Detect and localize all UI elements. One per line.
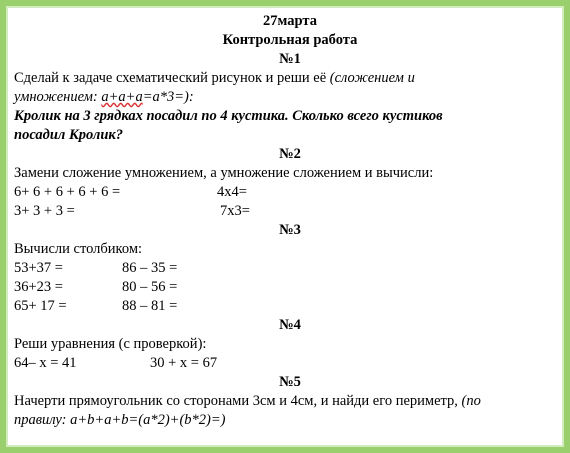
task-3-row-3-right: 88 – 81 = <box>122 298 178 314</box>
task-3-row-2-right: 80 – 56 = <box>122 279 178 295</box>
task-5-instruction-line-2: правилу: а+b+а+b=(а*2)+(b*2)=) <box>14 412 226 428</box>
task-5-instruction-italic: (по <box>461 393 481 409</box>
task-1-number: №1 <box>279 51 301 67</box>
task-1-hint-prefix: умножением: <box>14 89 102 105</box>
task-5-instruction-line-1 <box>14 392 566 411</box>
task-4-number: №4 <box>279 317 301 333</box>
date-heading: 27марта <box>263 13 317 29</box>
task-1-instruction-line-1 <box>14 69 566 88</box>
task-2-row-1-right: 4х4= <box>217 184 247 200</box>
task-4-equation-1: 64– х = 41 <box>14 355 77 371</box>
task-2-row-2-left: 3+ 3 + 3 = <box>14 203 75 219</box>
task-3-row-2-left: 36+23 = <box>14 279 63 295</box>
task-3-row-1 <box>14 259 566 278</box>
task-4-instruction: Реши уравнения (с проверкой): <box>14 336 207 352</box>
task-2-row-1-left: 6+ 6 + 6 + 6 + 6 = <box>14 184 121 200</box>
task-3-row-1-right: 86 – 35 = <box>122 260 178 276</box>
task-5-instruction-text: Начерти прямоугольник со сторонами 3см и 4см, и найди его периметр, <box>14 393 462 409</box>
task-2-number: №2 <box>279 146 301 162</box>
task-1-hint-expression: а+а+а <box>101 89 143 105</box>
task-2-instruction: Замени сложение умножением, а умножение сложением и вычисли: <box>14 165 434 181</box>
task-1-problem-line-2: посадил Кролик? <box>14 127 124 143</box>
task-3-row-1-left: 53+37 = <box>14 260 63 276</box>
task-1-instruction-line-2 <box>14 88 566 107</box>
task-2-row-2-right: 7х3= <box>220 203 250 219</box>
task-3-row-3 <box>14 297 566 316</box>
page-title: Контрольная работа <box>222 32 358 48</box>
task-1-problem-line-1: Кролик на 3 грядках посадил по 4 кустика. Сколько всего кустиков <box>14 108 443 124</box>
task-4-equation-2: 30 + х = 67 <box>150 355 218 371</box>
task-2-row-1 <box>14 183 566 202</box>
task-3-row-3-left: 65+ 17 = <box>14 298 67 314</box>
task-3-row-2 <box>14 278 566 297</box>
task-3-instruction: Вычисли столбиком: <box>14 241 143 257</box>
task-4-row-1 <box>14 354 566 373</box>
document-content <box>14 12 566 430</box>
task-1-hint-suffix: =а*3=): <box>142 89 194 105</box>
task-5-number: №5 <box>279 374 301 390</box>
task-1-instruction-text: Сделай к задаче схематический рисунок и реши её <box>14 70 330 86</box>
task-2-row-2 <box>14 202 566 221</box>
task-1-instruction-italic: (сложением и <box>329 70 415 86</box>
task-3-number: №3 <box>279 222 301 238</box>
